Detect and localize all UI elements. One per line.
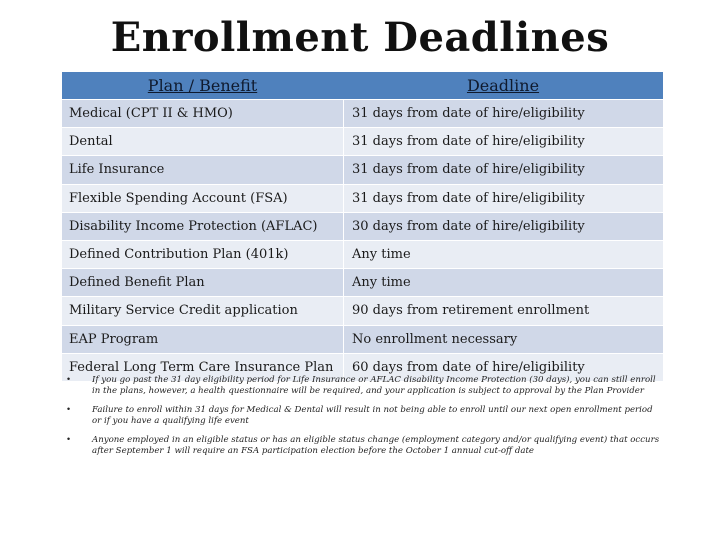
bullet-icon: • [66,375,72,385]
footnote-text: If you go past the 31 day eligibility period for Life Insurance or AFLAC disability Income Protection (30 days), you can still enroll in the plans, however, a health questionnaire will be required, and your application is subject to approval by the Plan Provider [92,375,656,396]
plan-cell: Defined Benefit Plan [69,275,205,291]
table-row [62,325,663,353]
footnote-item [64,435,664,457]
plan-cell: Dental [69,134,113,150]
footnote-item [64,375,664,397]
header-deadline: Deadline [466,76,540,95]
deadline-cell: 30 days from date of hire/eligibility [343,213,663,240]
plan-cell: Life Insurance [69,162,165,178]
plan-cell: Military Service Credit application [69,303,298,319]
table-row [62,99,663,127]
deadline-cell: 60 days from date of hire/eligibility [343,354,663,381]
deadline-cell: 31 days from date of hire/eligibility [343,156,663,183]
deadline-cell: 31 days from date of hire/eligibility [343,128,663,155]
table-row [62,240,663,268]
plan-cell: Federal Long Term Care Insurance Plan [69,359,334,375]
table-header [62,72,663,99]
bullet-icon: • [66,435,72,445]
table-row [62,212,663,240]
footnotes [64,375,664,465]
deadline-cell: No enrollment necessary [343,326,663,353]
footnote-text: Anyone employed in an eligible status or has an eligible status change (employment category and/or qualifying event) that occurs after September 1 will require an FSA participation election before the October 1 annual cut-off date [92,435,660,456]
header-plan-benefit: Plan / Benefit [147,76,258,95]
plan-cell: Defined Contribution Plan (401k) [69,247,289,263]
deadlines-table [62,72,663,381]
page-title: Enrollment Deadlines [110,14,610,61]
deadline-cell: 31 days from date of hire/eligibility [343,185,663,212]
table-row [62,296,663,324]
plan-cell: Disability Income Protection (AFLAC) [69,218,318,234]
table-row [62,155,663,183]
deadline-cell: Any time [343,269,663,296]
deadline-cell: Any time [343,241,663,268]
deadline-cell: 90 days from retirement enrollment [343,297,663,324]
table-row [62,268,663,296]
table-row [62,184,663,212]
plan-cell: EAP Program [69,331,159,347]
footnote-item [64,405,664,427]
deadline-cell: 31 days from date of hire/eligibility [343,100,663,127]
plan-cell: Flexible Spending Account (FSA) [69,190,288,206]
plan-cell: Medical (CPT II & HMO) [69,106,233,122]
table-row [62,127,663,155]
footnote-text: Failure to enroll within 31 days for Medical & Dental will result in not being able to enroll until our next open enrollment period or if you have a qualifying life event [92,405,653,426]
bullet-icon: • [66,405,72,415]
